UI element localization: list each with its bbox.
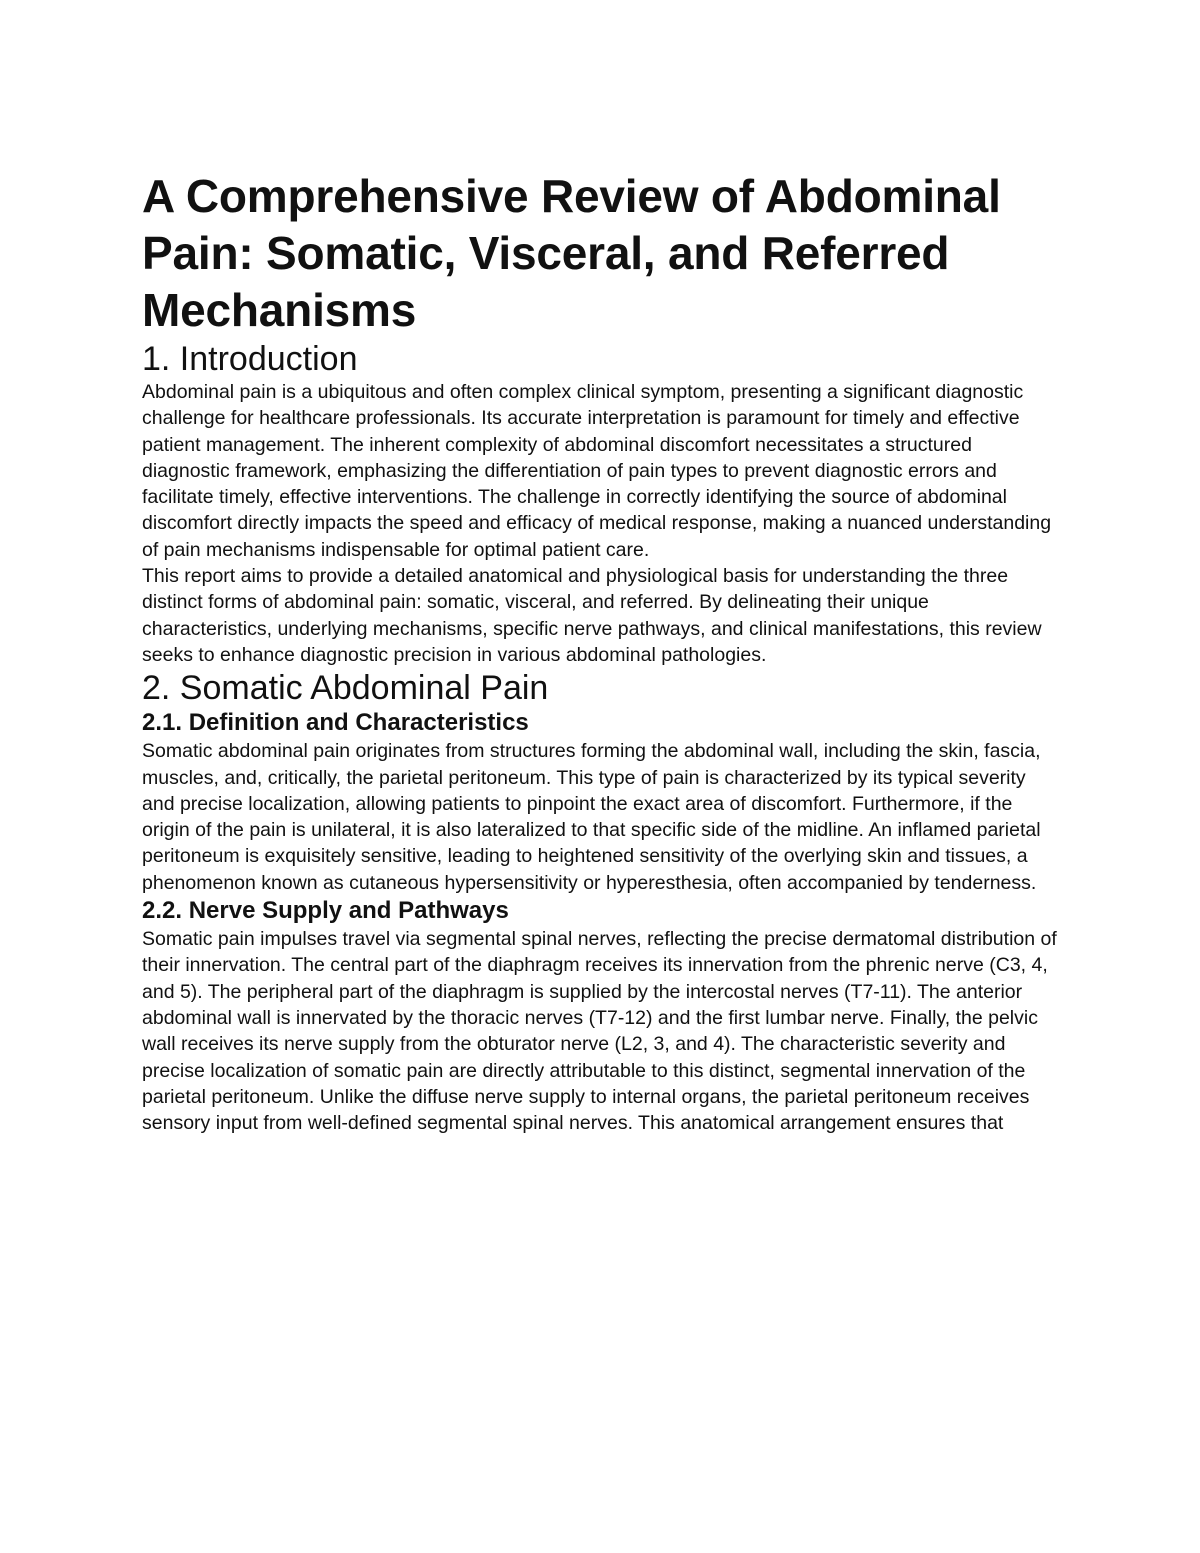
introduction-paragraph: Abdominal pain is a ubiquitous and often complex clinical symptom, presenting a significant diagnostic challenge for healthcare professionals. Its accurate interpretation is paramount for timely and effective patient management. The inherent complexity of abdominal discomfort necessitates a structured diagnostic framework, emphasizing the differentiation of pain types to prevent diagnostic errors and facilitate timely, effective interventions. The challenge in correctly identifying the source of abdominal discomfort directly impacts the speed and efficacy of medical response, making a nuanced understanding of pain mechanisms indispensable for optimal patient care. — [142, 381, 1052, 561]
subsection-heading-nerve-supply: 2.2. Nerve Supply and Pathways — [142, 897, 509, 925]
introduction-paragraph: This report aims to provide a detailed anatomical and physiological basis for understanding the three distinct forms of abdominal pain: somatic, visceral, and referred. By delineating their unique characteristics, underlying mechanisms, specific nerve pathways, and clinical manifestations, this review seeks to enhance diagnostic precision in various abdominal pathologies. — [142, 565, 1042, 666]
subsection-heading-definition: 2.1. Definition and Characteristics — [142, 709, 529, 737]
section-heading-introduction: 1. Introduction — [142, 340, 358, 378]
definition-paragraph: Somatic abdominal pain originates from structures forming the abdominal wall, including the skin, fascia, muscles, and, critically, the parietal peritoneum. This type of pain is characterized by its typical severity and precise localization, allowing patients to pinpoint the exact area of discomfort. Furthermore, if the origin of the pain is unilateral, it is also lateralized to that specific side of the midline. An inflamed parietal peritoneum is exquisitely sensitive, leading to heightened sensitivity of the overlying skin and tissues, a phenomenon known as cutaneous hypersensitivity or hyperesthesia, often accompanied by tenderness. — [142, 740, 1041, 894]
nerve-supply-paragraph: Somatic pain impulses travel via segmental spinal nerves, reflecting the precise dermatomal distribution of their innervation. The central part of the diaphragm receives its innervation from the phrenic nerve (C3, 4, and 5). The peripheral part of the diaphragm is supplied by the intercostal nerves (T7-11). The anterior abdominal wall is innervated by the thoracic nerves (T7-12) and the first lumbar nerve. Finally, the pelvic wall receives its nerve supply from the obturator nerve (L2, 3, and 4). The characteristic severity and precise localization of somatic pain are directly attributable to this distinct, segmental innervation of the parietal peritoneum. Unlike the diffuse nerve supply to internal organs, the parietal peritoneum receives sensory input from well-defined segmental spinal nerves. This anatomical arrangement ensures that — [142, 928, 1057, 1135]
document-page — [142, 168, 1062, 1136]
section-heading-somatic: 2. Somatic Abdominal Pain — [142, 669, 549, 708]
document-title: A Comprehensive Review of Abdominal Pain: Somatic, Visceral, and Referred Mechanisms — [142, 170, 1001, 336]
